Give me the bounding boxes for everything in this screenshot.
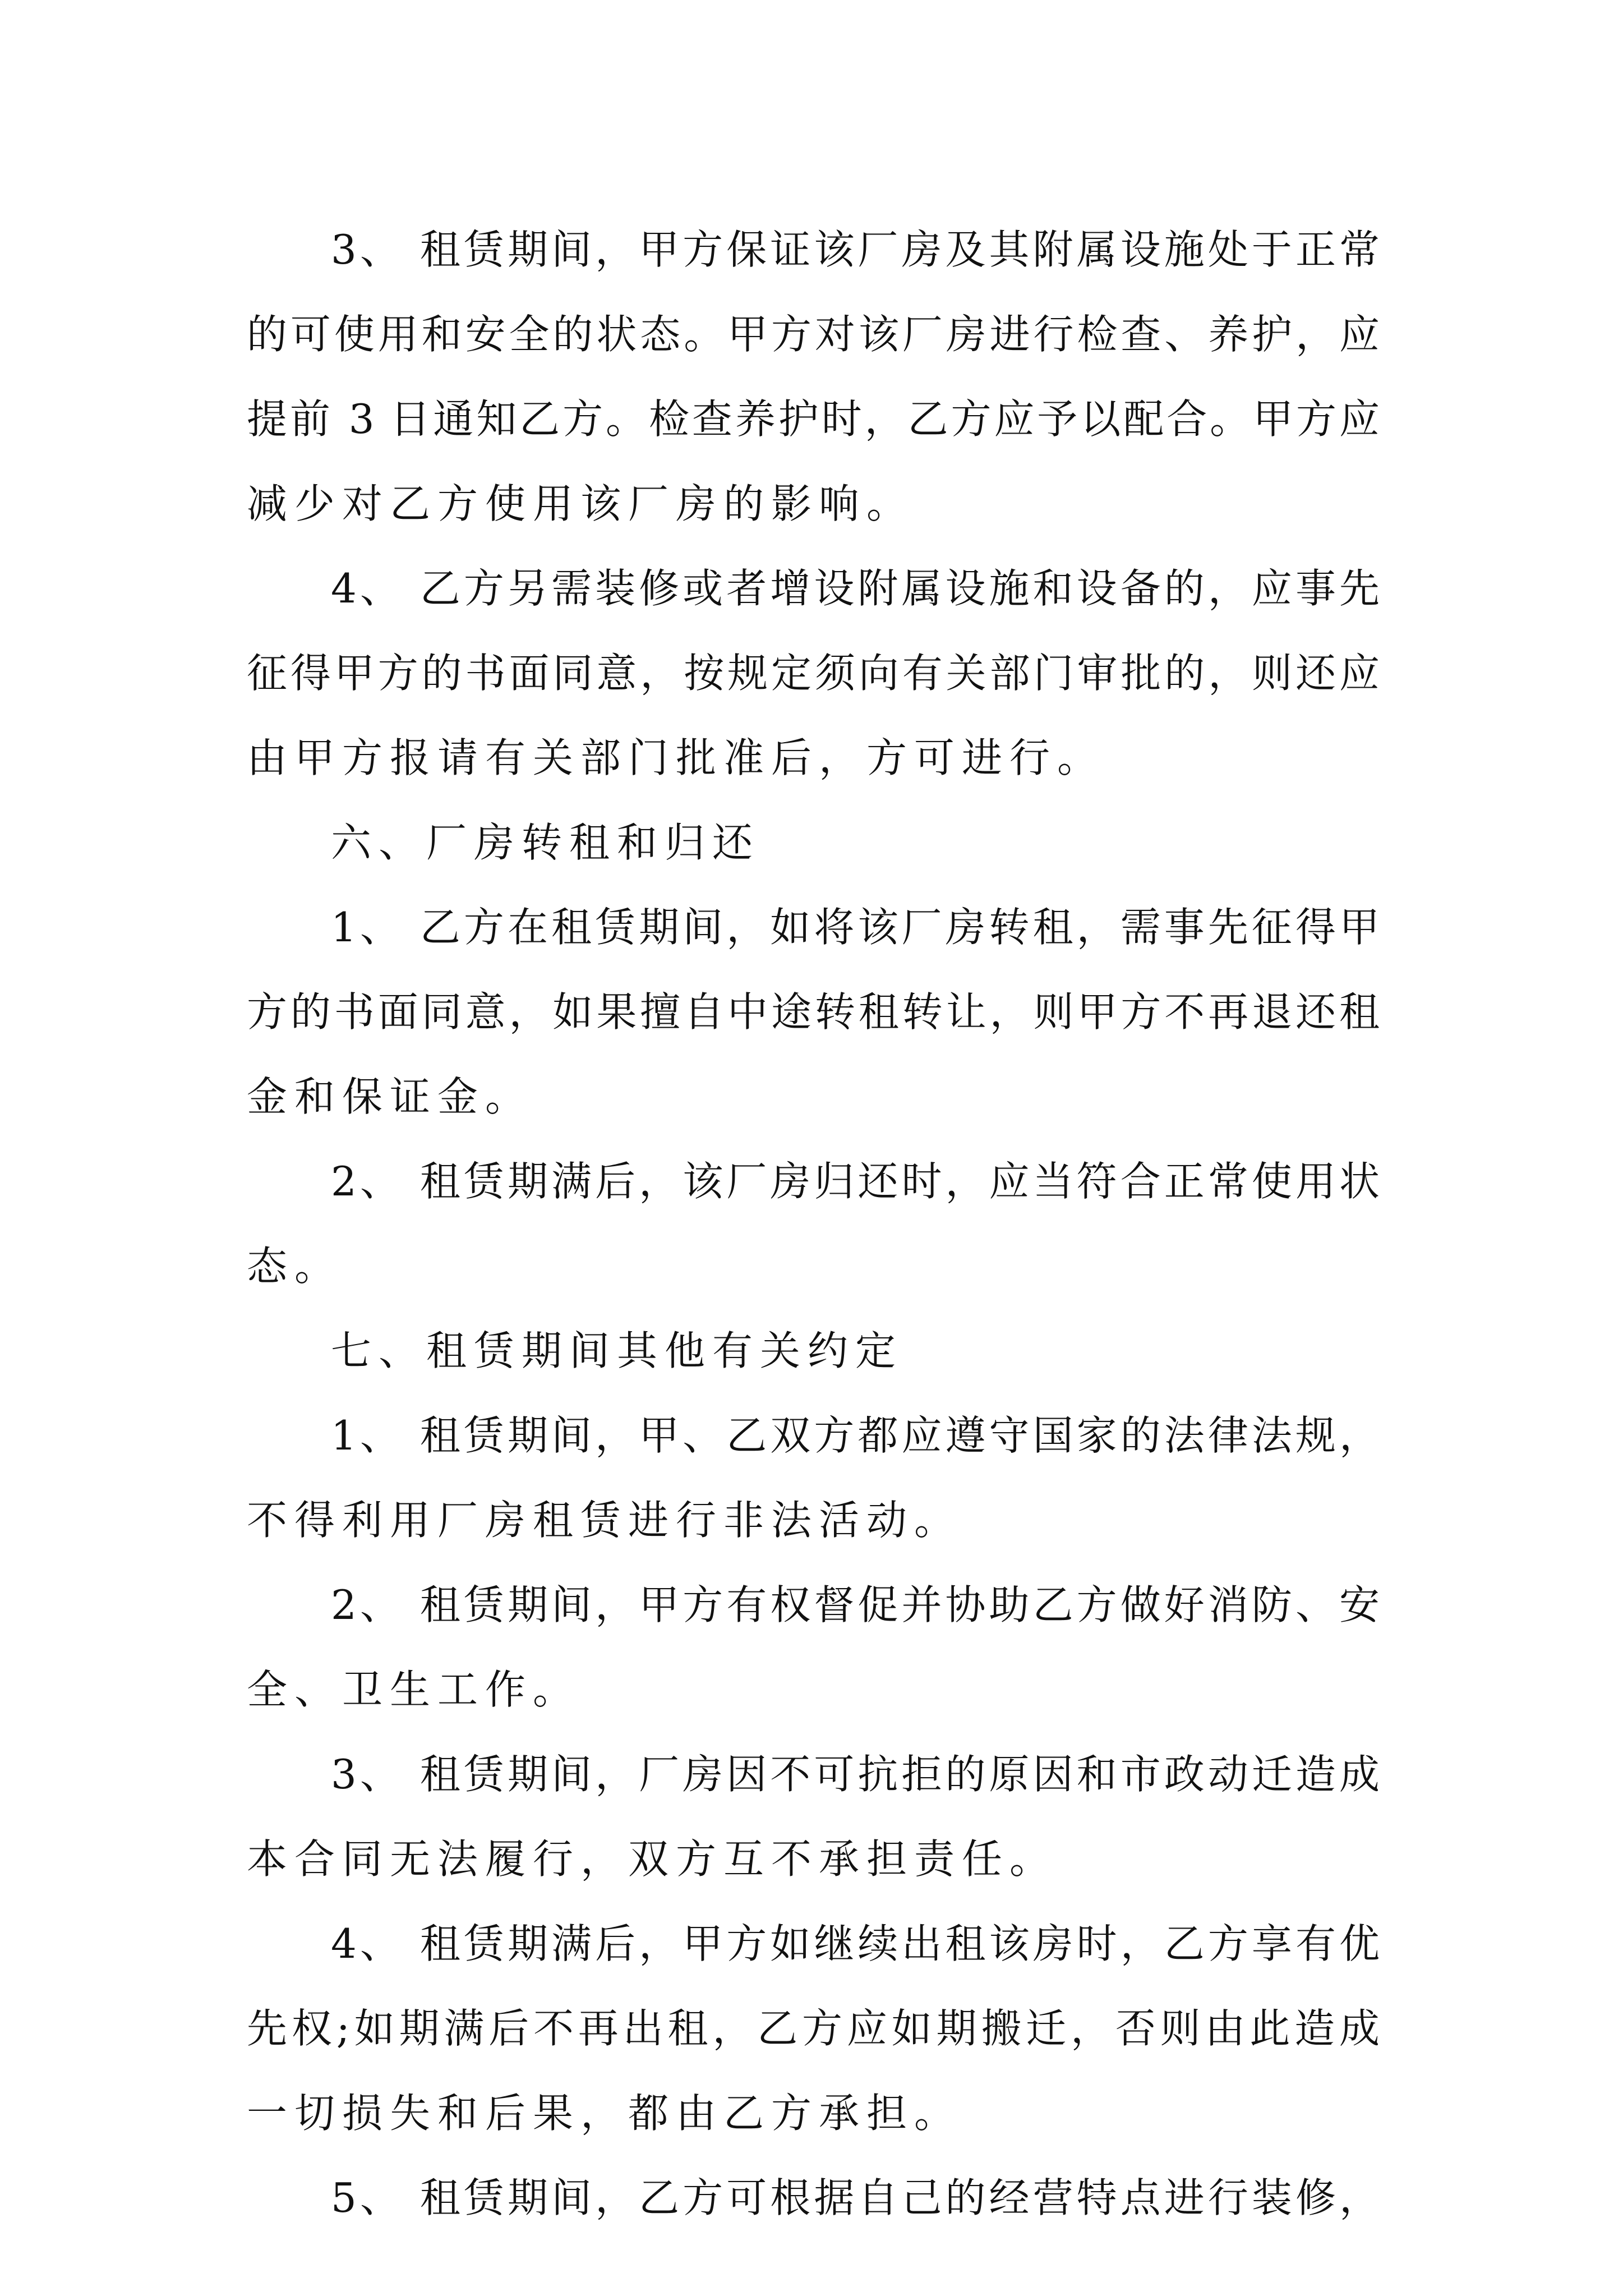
text-line: 方的书面同意，如果擅自中途转租转让，则甲方不再退还租 <box>247 988 1380 1036</box>
text-line: 3、 租赁期间，甲方保证该厂房及其附属设施处于正常 <box>331 226 1380 273</box>
text-line: 的可使用和安全的状态。甲方对该厂房进行检查、养护，应 <box>247 311 1380 358</box>
text-line: 金和保证金。 <box>247 1073 533 1120</box>
text-line: 4、 乙方另需装修或者增设附属设施和设备的，应事先 <box>331 565 1380 612</box>
text-line: 提前 3 日通知乙方。检查养护时，乙方应予以配合。甲方应 <box>247 395 1380 443</box>
text-line: 3、 租赁期间，厂房因不可抗拒的原因和市政动迁造成 <box>331 1751 1380 1798</box>
text-line: 全、卫生工作。 <box>247 1666 581 1713</box>
document-body <box>247 208 1380 2240</box>
section-heading: 七、租赁期间其他有关约定 <box>331 1327 903 1374</box>
text-line: 征得甲方的书面同意，按规定须向有关部门审批的，则还应 <box>247 650 1380 697</box>
text-line: 一切损失和后果，都由乙方承担。 <box>247 2090 962 2137</box>
text-line: 1、 租赁期间，甲、乙双方都应遵守国家的法律法规， <box>331 1412 1380 1459</box>
text-line: 减少对乙方使用该厂房的影响。 <box>247 480 915 527</box>
text-line: 4、 租赁期满后，甲方如继续出租该房时，乙方享有优 <box>331 1920 1380 1967</box>
text-line: 1、 乙方在租赁期间，如将该厂房转租，需事先征得甲 <box>331 904 1380 951</box>
text-line: 由甲方报请有关部门批准后，方可进行。 <box>247 734 1105 781</box>
text-line: 5、 租赁期间，乙方可根据自己的经营特点进行装修， <box>331 2174 1380 2221</box>
text-line: 本合同无法履行，双方互不承担责任。 <box>247 1835 1058 1883</box>
section-heading: 六、厂房转租和归还 <box>331 819 760 866</box>
text-line: 先权;如期满后不再出租，乙方应如期搬迁，否则由此造成 <box>247 2005 1380 2052</box>
text-line: 2、 租赁期满后，该厂房归还时，应当符合正常使用状 <box>331 1158 1380 1205</box>
text-line: 态。 <box>247 1243 343 1290</box>
text-line: 不得利用厂房租赁进行非法活动。 <box>247 1497 962 1544</box>
text-line: 2、 租赁期间，甲方有权督促并协助乙方做好消防、安 <box>331 1581 1380 1628</box>
